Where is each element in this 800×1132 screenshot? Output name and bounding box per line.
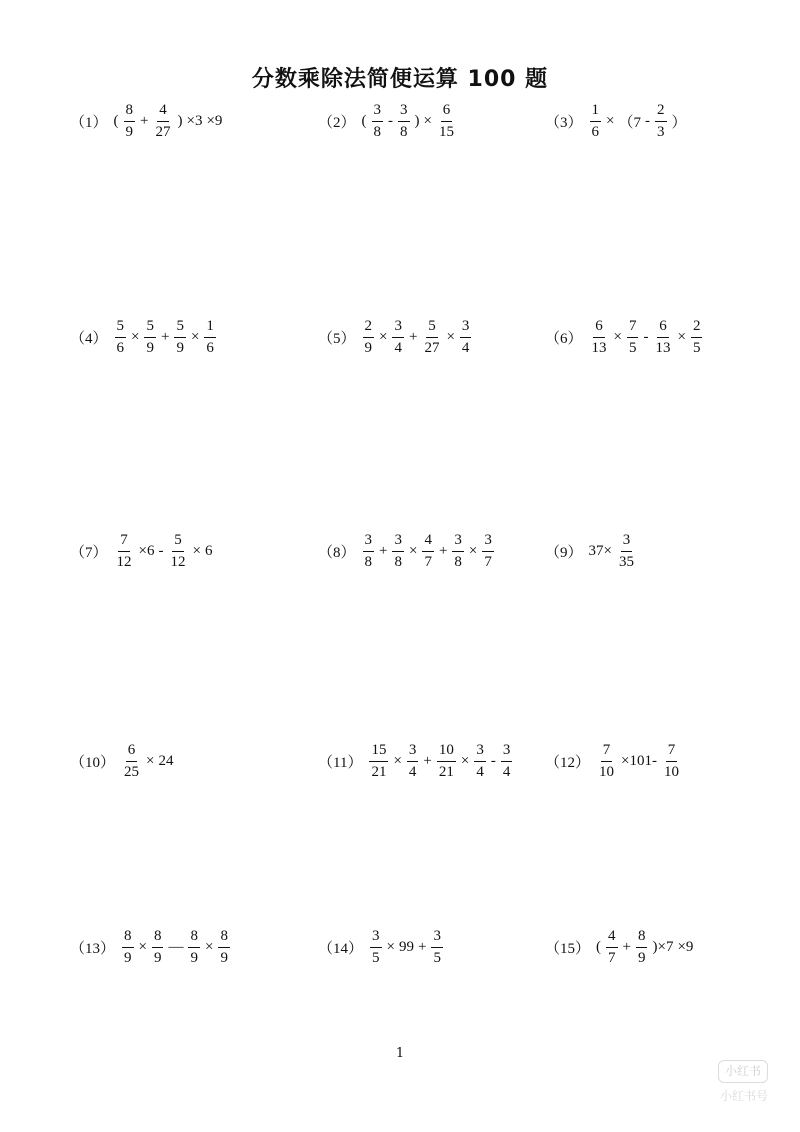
denominator: 5 <box>628 339 637 356</box>
operator: × <box>446 328 455 345</box>
denominator: 10 <box>663 763 679 780</box>
numerator: 6 <box>657 318 669 338</box>
numerator: 3 <box>398 102 410 122</box>
fraction <box>370 928 382 966</box>
fraction <box>617 532 636 570</box>
numerator: 3 <box>407 742 419 762</box>
problem-number: （11） <box>318 754 363 771</box>
fraction <box>422 318 441 356</box>
problem-11 <box>318 742 515 780</box>
problem-number: （5） <box>318 330 356 347</box>
numerator: 3 <box>460 318 472 338</box>
denominator: 5 <box>372 949 380 966</box>
worksheet-title: 分数乘除法简便运算 100 题 <box>251 67 549 92</box>
problem-number: （13） <box>70 940 116 957</box>
fraction <box>174 318 186 356</box>
operator: × <box>146 752 155 769</box>
operator: × <box>393 752 402 769</box>
numerator: 4 <box>157 102 169 122</box>
fraction <box>144 318 156 356</box>
fraction <box>124 102 136 140</box>
denominator: 21 <box>438 763 454 780</box>
fraction <box>363 532 375 570</box>
problem-8 <box>318 532 497 570</box>
problem-number: （10） <box>70 754 116 771</box>
operator: + <box>408 328 418 345</box>
numerator: 8 <box>152 928 164 948</box>
operator: - <box>490 752 496 769</box>
denominator: 3 <box>657 123 665 140</box>
fraction <box>590 102 602 140</box>
denominator: 5 <box>433 949 441 966</box>
numerator: 2 <box>363 318 375 338</box>
numerator: 1 <box>204 318 216 338</box>
fraction <box>627 318 639 356</box>
denominator: 8 <box>400 123 408 140</box>
denominator: 6 <box>116 339 125 356</box>
problem-number: （8） <box>318 544 356 561</box>
numerator: 7 <box>601 742 613 762</box>
operator: + <box>160 328 170 345</box>
watermark <box>718 1060 768 1106</box>
problem-7 <box>70 532 214 570</box>
fraction <box>437 102 456 140</box>
denominator: 10 <box>599 763 615 780</box>
problem-4 <box>70 318 219 356</box>
fraction <box>398 102 410 140</box>
operator: ) <box>414 112 420 129</box>
denominator: 27 <box>424 339 440 356</box>
problem-10 <box>70 742 175 780</box>
fraction <box>407 742 419 780</box>
problem-1 <box>70 102 224 140</box>
denominator: 9 <box>637 949 646 966</box>
operator: - <box>388 112 394 129</box>
denominator: 4 <box>461 339 470 356</box>
denominator: 7 <box>608 949 616 966</box>
problem-12 <box>545 742 684 780</box>
operator: - <box>645 112 650 129</box>
numerator: 8 <box>124 102 136 122</box>
denominator: 7 <box>484 553 492 570</box>
operator: + <box>622 938 631 955</box>
numerator: 5 <box>426 318 438 338</box>
problem-9 <box>545 532 639 570</box>
fraction <box>501 742 513 780</box>
problem-number: （3） <box>545 114 583 131</box>
fraction <box>168 532 187 570</box>
denominator: 9 <box>153 949 162 966</box>
operator: ×9 <box>206 112 223 129</box>
numerator: 3 <box>370 928 382 948</box>
denominator: 8 <box>454 553 462 570</box>
numerator: 15 <box>369 742 388 762</box>
fraction <box>218 928 230 966</box>
fraction <box>452 532 464 570</box>
denominator: 4 <box>476 763 484 780</box>
denominator: 13 <box>655 339 671 356</box>
operator: × <box>138 938 147 955</box>
numerator: 3 <box>621 532 633 552</box>
problem-number: （9） <box>545 544 583 561</box>
numerator: 6 <box>593 318 605 338</box>
operator: × <box>460 752 470 769</box>
numerator: 3 <box>501 742 513 762</box>
fraction <box>115 532 134 570</box>
operator: ×3 <box>186 112 203 129</box>
denominator: 4 <box>394 339 402 356</box>
numerator: 7 <box>666 742 678 762</box>
operator: + <box>438 542 448 559</box>
numerator: 3 <box>482 532 494 552</box>
operator: ( <box>361 112 367 129</box>
denominator: 9 <box>364 339 373 356</box>
denominator: 12 <box>116 553 132 570</box>
fraction <box>122 928 134 966</box>
operator: ) <box>177 112 183 129</box>
numerator: 8 <box>636 928 648 948</box>
fraction <box>460 318 472 356</box>
problem-number: （6） <box>545 330 583 347</box>
operator: ( <box>596 938 602 955</box>
numerator: 8 <box>122 928 134 948</box>
fraction <box>115 318 127 356</box>
numerator: 2 <box>691 318 703 338</box>
fraction <box>437 742 456 780</box>
denominator: 9 <box>125 123 134 140</box>
numerator: 3 <box>431 928 443 948</box>
operator: × <box>423 112 432 129</box>
operator: ） <box>671 114 687 131</box>
numerator: 5 <box>144 318 156 338</box>
numerator: 3 <box>363 532 375 552</box>
fraction <box>372 102 384 140</box>
operator: × <box>468 542 478 559</box>
denominator: 9 <box>190 949 198 966</box>
denominator: 13 <box>591 339 607 356</box>
numerator: 4 <box>606 928 618 948</box>
operator: × <box>131 328 140 345</box>
fraction <box>662 742 681 780</box>
numerator: 3 <box>474 742 486 762</box>
page-number: 1 <box>395 1046 405 1061</box>
operator: × <box>386 938 395 955</box>
operator: × <box>204 938 214 955</box>
numerator: 4 <box>422 532 434 552</box>
problem-number: （12） <box>545 754 591 771</box>
operator: - <box>158 542 164 559</box>
denominator: 35 <box>618 553 634 570</box>
fraction <box>636 928 648 966</box>
fraction <box>392 318 404 356</box>
operator: 99 <box>398 938 414 955</box>
denominator: 4 <box>502 763 511 780</box>
watermark-text: 小红书号 <box>719 1088 768 1103</box>
denominator: 9 <box>220 949 228 966</box>
operator: × <box>613 328 622 345</box>
fraction <box>152 928 164 966</box>
fraction <box>474 742 486 780</box>
numerator: 6 <box>126 742 138 762</box>
denominator: 27 <box>155 123 171 140</box>
numerator: 3 <box>372 102 384 122</box>
numerator: 5 <box>174 318 186 338</box>
problem-number: （4） <box>70 330 108 347</box>
operator: )×7 <box>652 938 674 955</box>
fraction <box>122 742 141 780</box>
operator: × <box>192 542 201 559</box>
fraction <box>431 928 443 966</box>
numerator: 8 <box>218 928 230 948</box>
operator: + <box>140 112 149 129</box>
operator: + <box>423 752 432 769</box>
denominator: 6 <box>591 123 600 140</box>
denominator: 21 <box>371 763 387 780</box>
numerator: 10 <box>437 742 456 762</box>
problem-15 <box>545 928 695 966</box>
operator: × <box>190 328 200 345</box>
problem-2 <box>318 102 459 140</box>
fraction <box>590 318 609 356</box>
problem-number: （15） <box>545 940 591 957</box>
fraction <box>153 102 172 140</box>
operator: 37× <box>588 542 612 559</box>
fraction <box>392 532 404 570</box>
fraction <box>653 318 672 356</box>
problem-number: （2） <box>318 114 356 131</box>
problem-14 <box>318 928 446 966</box>
fraction <box>369 742 388 780</box>
fraction <box>691 318 703 356</box>
problem-3 <box>545 102 689 140</box>
operator: × <box>606 112 615 129</box>
fraction <box>188 928 200 966</box>
problem-5 <box>318 318 474 356</box>
numerator: 8 <box>188 928 200 948</box>
problem-6 <box>545 318 705 356</box>
numerator: 7 <box>627 318 639 338</box>
operator: + <box>417 938 427 955</box>
problem-number: （7） <box>70 544 108 561</box>
operator: ×101- <box>621 752 657 769</box>
operator: ×9 <box>677 938 694 955</box>
numerator: 5 <box>172 532 184 552</box>
denominator: 9 <box>176 339 184 356</box>
fraction <box>597 742 616 780</box>
numerator: 5 <box>115 318 127 338</box>
fraction <box>422 532 434 570</box>
operator: ×6 <box>138 542 155 559</box>
denominator: 8 <box>364 553 373 570</box>
fraction <box>655 102 667 140</box>
fraction <box>363 318 375 356</box>
fraction <box>606 928 618 966</box>
denominator: 8 <box>394 553 402 570</box>
operator: 24 <box>158 752 174 769</box>
operator: ( <box>113 112 119 129</box>
denominator: 15 <box>438 123 454 140</box>
operator: 6 <box>204 542 213 559</box>
denominator: 12 <box>170 553 186 570</box>
numerator: 7 <box>118 532 130 552</box>
operator: × <box>408 542 418 559</box>
denominator: 8 <box>373 123 382 140</box>
fraction <box>204 318 216 356</box>
numerator: 3 <box>392 318 404 338</box>
numerator: 2 <box>655 102 667 122</box>
denominator: 6 <box>206 339 214 356</box>
operator: × <box>379 328 388 345</box>
operator: - <box>643 328 649 345</box>
denominator: 9 <box>124 949 132 966</box>
operator: + <box>379 542 388 559</box>
operator: × <box>677 328 686 345</box>
problem-13 <box>70 928 233 966</box>
denominator: 5 <box>692 339 701 356</box>
problem-number: （14） <box>318 940 364 957</box>
numerator: 1 <box>590 102 602 122</box>
fraction <box>482 532 494 570</box>
numerator: 6 <box>441 102 453 122</box>
denominator: 25 <box>124 763 140 780</box>
problem-number: （1） <box>70 114 108 131</box>
numerator: 3 <box>392 532 404 552</box>
denominator: 9 <box>146 339 154 356</box>
denominator: 7 <box>424 553 432 570</box>
numerator: 3 <box>452 532 464 552</box>
operator: （7 <box>618 114 641 131</box>
operator: — <box>168 938 184 955</box>
watermark-badge: 小红书 <box>718 1060 768 1083</box>
denominator: 4 <box>408 763 417 780</box>
